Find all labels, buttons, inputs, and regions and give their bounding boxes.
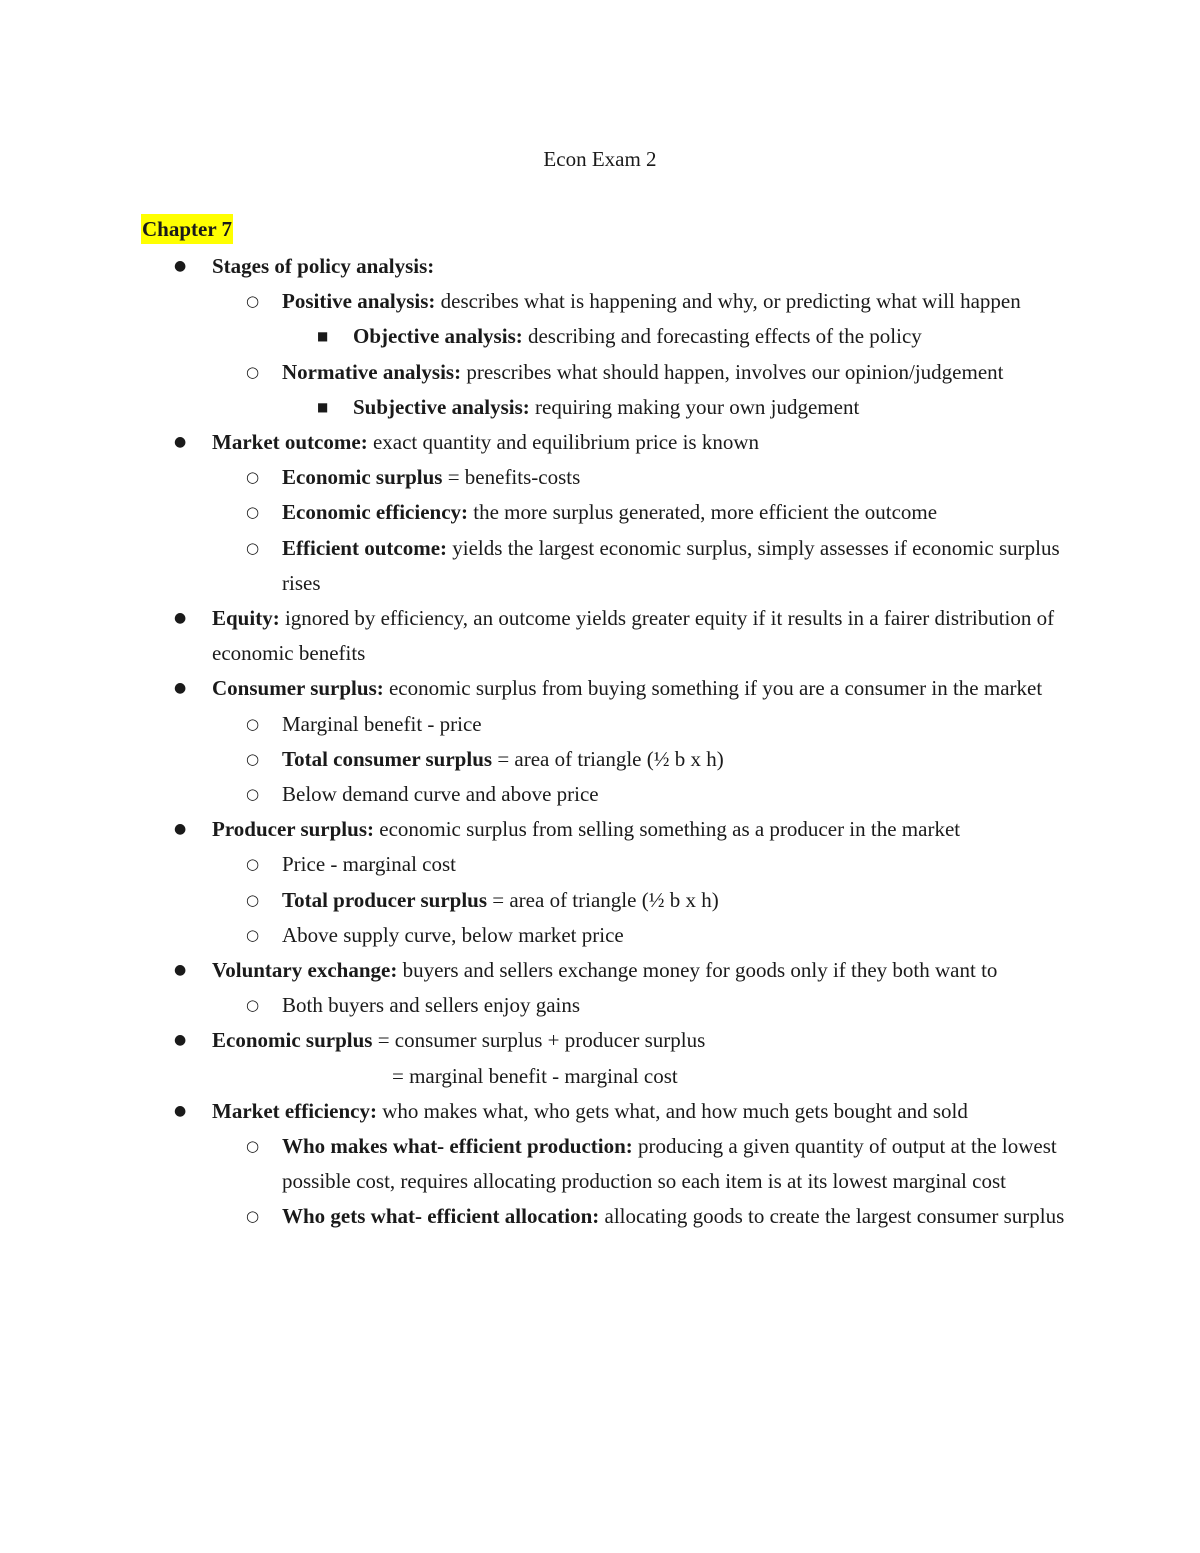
bullet-square-icon: ■ (317, 399, 329, 414)
bullet-circle-icon: ○ (246, 362, 260, 381)
list-item: ○ Economic surplus = benefits-costs (0, 460, 1200, 495)
bullet-circle-icon: ○ (246, 292, 260, 311)
bullet-circle-icon: ○ (246, 925, 260, 944)
list-item: ■ Subjective analysis: requiring making your own judgement (0, 390, 1200, 425)
bullet-circle-icon: ○ (246, 1207, 260, 1226)
list-item: ● Market outcome: exact quantity and equilibrium price is known (0, 425, 1200, 460)
list-item: = marginal benefit - marginal cost (392, 1063, 678, 1088)
bullet-circle-icon: ○ (246, 538, 260, 557)
list-item: ○ Both buyers and sellers enjoy gains (0, 988, 1200, 1023)
list-item: ○ Normative analysis: prescribes what should happen, involves our opinion/judgement (0, 355, 1200, 390)
list-item: ■ Objective analysis: describing and forecasting effects of the policy (0, 319, 1200, 354)
bullet-circle-icon: ○ (246, 785, 260, 804)
list-item: ○ Above supply curve, below market price (0, 918, 1200, 953)
list-item: ● Market efficiency: who makes what, who gets what, and how much gets bought and sold (0, 1094, 1200, 1129)
list-item: ○ Price - marginal cost (0, 847, 1200, 882)
list-item: ● Stages of policy analysis: (0, 249, 1200, 284)
bullet-disc-icon: ● (174, 680, 187, 697)
bullet-disc-icon: ● (174, 962, 187, 979)
list-item: ○ Who makes what- efficient production: producing a given quantity of output at the lowest possible cost, requires allocating production so each item is at its lowest marginal cost (0, 1129, 1200, 1199)
bullet-circle-icon: ○ (246, 996, 260, 1015)
bullet-square-icon: ■ (317, 329, 329, 344)
list-item: ○ Economic efficiency: the more surplus generated, more efficient the outcome (0, 495, 1200, 530)
bullet-circle-icon: ○ (246, 1137, 260, 1156)
list-item: ● Consumer surplus: economic surplus from buying something if you are a consumer in the market (0, 671, 1200, 706)
bullet-disc-icon: ● (174, 258, 187, 274)
bullet-disc-icon: ● (174, 1032, 187, 1049)
bullet-circle-icon: ○ (246, 714, 260, 733)
list-item: ○ Efficient outcome: yields the largest economic surplus, simply assesses if economic surplus rises (0, 531, 1200, 601)
list-item: ○ Who gets what- efficient allocation: allocating goods to create the largest consumer surplus (0, 1199, 1200, 1234)
bullet-circle-icon: ○ (246, 749, 260, 768)
bullet-disc-icon: ● (174, 821, 187, 838)
bullet-circle-icon: ○ (246, 468, 260, 487)
list-item: ● Producer surplus: economic surplus from selling something as a producer in the market (0, 812, 1200, 847)
notes-list (0, 249, 1200, 1235)
list-item: ● Voluntary exchange: buyers and sellers exchange money for goods only if they both want to (0, 953, 1200, 988)
bullet-circle-icon: ○ (246, 855, 260, 874)
list-item: ○ Positive analysis: describes what is happening and why, or predicting what will happen (0, 284, 1200, 319)
bullet-disc-icon: ● (174, 610, 187, 627)
list-item: ● Economic surplus = consumer surplus + producer surplus (0, 1023, 1200, 1058)
list-item: ○ Below demand curve and above price (0, 777, 1200, 812)
list-item: ● Equity: ignored by efficiency, an outcome yields greater equity if it results in a fairer distribution of economic benefits (0, 601, 1200, 671)
bullet-disc-icon: ● (174, 1102, 187, 1119)
list-item: ○ Total producer surplus = area of triangle (½ b x h) (0, 883, 1200, 918)
bullet-circle-icon: ○ (246, 890, 260, 909)
bullet-disc-icon: ● (174, 434, 187, 451)
document-title: Econ Exam 2 (543, 147, 657, 171)
bullet-circle-icon: ○ (246, 503, 260, 522)
list-item: ○ Total consumer surplus = area of triangle (½ b x h) (0, 742, 1200, 777)
list-item: ○ Marginal benefit - price (0, 707, 1200, 742)
chapter-heading: Chapter 7 (141, 214, 233, 244)
